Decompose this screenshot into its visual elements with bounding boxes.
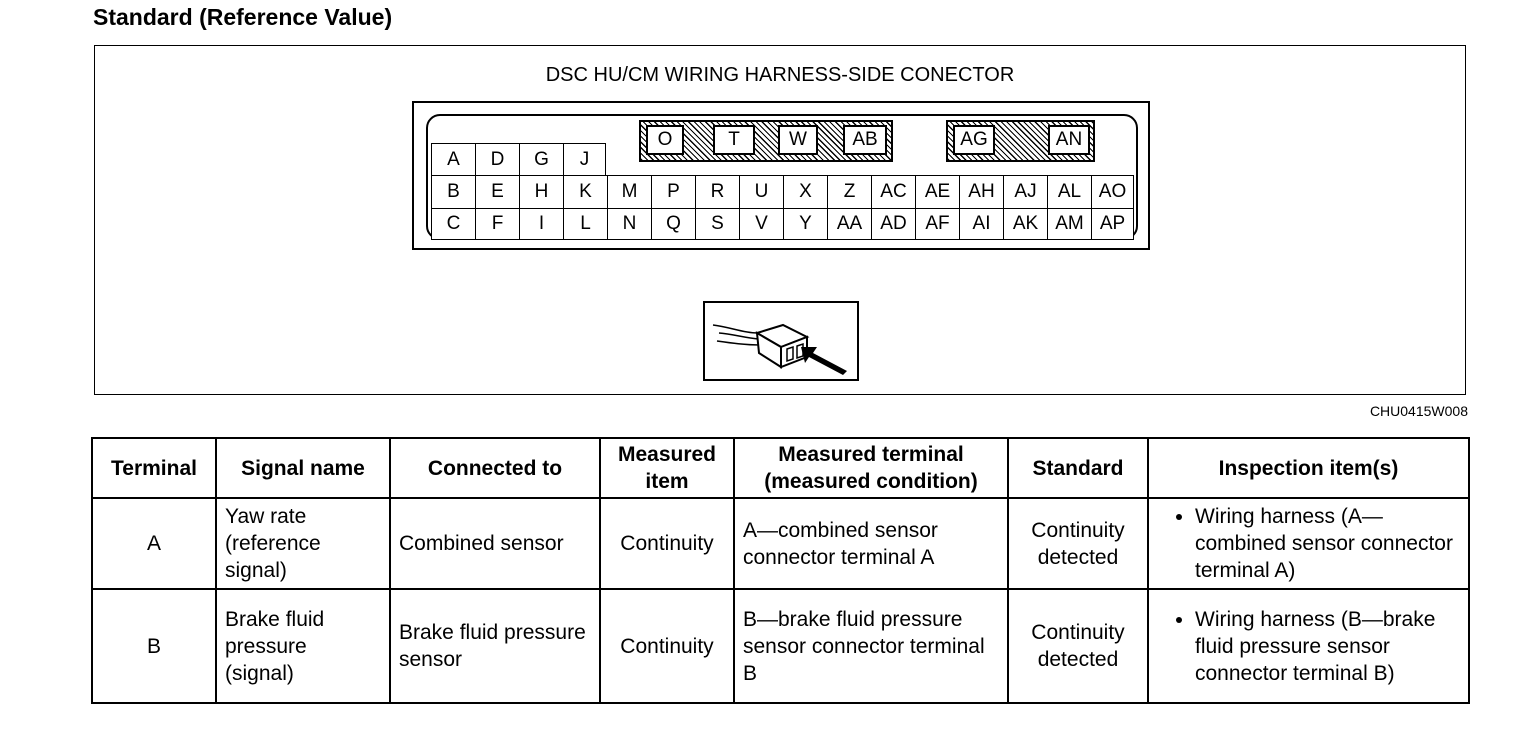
connector-pin: AP xyxy=(1091,208,1134,240)
connector-pin: AN xyxy=(1048,125,1090,155)
col-header-measured-item: Measured item xyxy=(600,438,734,498)
connector-pin: AE xyxy=(915,175,960,209)
col-header-signal-name: Signal name xyxy=(216,438,390,498)
connector-pin: A xyxy=(431,143,476,176)
connector-pin: Y xyxy=(783,208,828,240)
table-row xyxy=(92,589,1469,703)
col-header-connected-to: Connected to xyxy=(390,438,600,498)
col-header-measured-terminal: Measured terminal (measured condition) xyxy=(734,438,1008,498)
connector-pin: AA xyxy=(827,208,872,240)
connector-title: DSC HU/CM WIRING HARNESS-SIDE CONECTOR xyxy=(545,64,1015,86)
connector-pin: I xyxy=(519,208,564,240)
connector-pin: AH xyxy=(959,175,1004,209)
connector-pin: X xyxy=(783,175,828,209)
inspection-bullet: • Wiring harness (B—brake fluid pressure sensor connector terminal B) xyxy=(1195,606,1460,687)
connector-pin: G xyxy=(519,143,564,176)
col-header-inspection: Inspection item(s) xyxy=(1148,438,1469,498)
connector-pin: Z xyxy=(827,175,872,209)
figure-code: CHU0415W008 xyxy=(1369,403,1468,419)
cell-measured-item: Continuity xyxy=(600,498,734,589)
inspection-table xyxy=(91,437,1470,704)
connector-pin: AB xyxy=(843,125,887,155)
connector-pin: L xyxy=(563,208,608,240)
cell-terminal: A xyxy=(92,498,216,589)
cell-standard: Continuity detected xyxy=(1008,589,1148,703)
cell-connected-to: Brake fluid pressure sensor xyxy=(390,589,600,703)
connector-pin: K xyxy=(563,175,608,209)
connector-outline xyxy=(412,101,1150,250)
col-header-standard: Standard xyxy=(1008,438,1148,498)
connector-pin: F xyxy=(475,208,520,240)
cell-connected-to: Combined sensor xyxy=(390,498,600,589)
connector-pin: Q xyxy=(651,208,696,240)
connector-pin: D xyxy=(475,143,520,176)
cell-standard: Continuity detected xyxy=(1008,498,1148,589)
connector-pin: AF xyxy=(915,208,960,240)
connector-pin: U xyxy=(739,175,784,209)
table-header-row xyxy=(92,438,1469,498)
inspection-bullet: • Wiring harness (A—combined sensor connector terminal A) xyxy=(1195,503,1460,584)
cell-inspection xyxy=(1148,589,1469,703)
connector-pin: N xyxy=(607,208,652,240)
connector-pin: V xyxy=(739,208,784,240)
connector-pin: R xyxy=(695,175,740,209)
cell-measured-terminal: B—brake fluid pressure sensor connector terminal B xyxy=(734,589,1008,703)
connector-pin: E xyxy=(475,175,520,209)
connector-pin: S xyxy=(695,208,740,240)
connector-figure xyxy=(94,45,1466,395)
connector-pin: AD xyxy=(871,208,916,240)
connector-pin: AK xyxy=(1003,208,1048,240)
cell-measured-item: Continuity xyxy=(600,589,734,703)
connector-pin: J xyxy=(563,143,606,176)
connector-pin: W xyxy=(778,125,818,155)
cell-measured-terminal: A—combined sensor connector terminal A xyxy=(734,498,1008,589)
connector-pin: AM xyxy=(1047,208,1092,240)
section-heading: Standard (Reference Value) xyxy=(93,4,393,30)
connector-body xyxy=(426,114,1138,240)
connector-pin: O xyxy=(646,125,684,155)
cell-inspection xyxy=(1148,498,1469,589)
connector-pin: AG xyxy=(953,125,995,155)
connector-pin: T xyxy=(713,125,755,155)
connector-pin: M xyxy=(607,175,652,209)
connector-pin: AI xyxy=(959,208,1004,240)
connector-pin: AL xyxy=(1047,175,1092,209)
cell-signal-name: Brake fluid pressure (signal) xyxy=(216,589,390,703)
cell-terminal: B xyxy=(92,589,216,703)
connector-pin: AJ xyxy=(1003,175,1048,209)
cell-signal-name: Yaw rate (reference signal) xyxy=(216,498,390,589)
col-header-terminal: Terminal xyxy=(92,438,216,498)
connector-pin: C xyxy=(431,208,476,240)
connector-pin: P xyxy=(651,175,696,209)
table-row xyxy=(92,498,1469,589)
connector-pin: H xyxy=(519,175,564,209)
connector-pin: B xyxy=(431,175,476,209)
connector-pin: AO xyxy=(1091,175,1134,209)
connector-pin: AC xyxy=(871,175,916,209)
connector-view-icon xyxy=(703,301,859,381)
